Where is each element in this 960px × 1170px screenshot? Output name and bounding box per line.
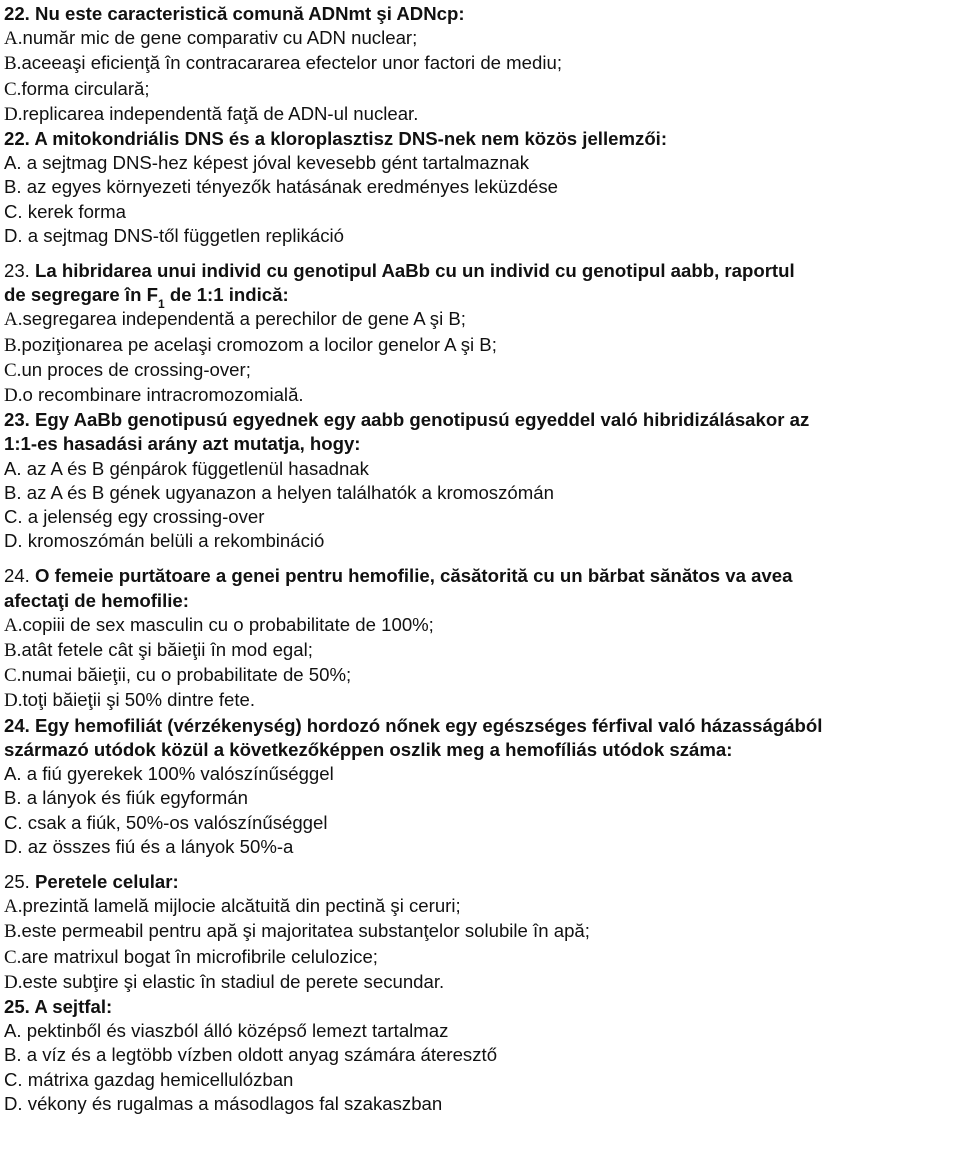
question-text: Egy hemofiliát (vérzékenység) hordozó nőnek egy egészséges férfival való házasságából — [35, 714, 823, 736]
option-a — [4, 894, 956, 919]
option-c — [4, 505, 956, 529]
question-22-hu — [4, 127, 956, 248]
option-text: copiii de sex masculin cu o probabilitate de 100%; — [22, 613, 434, 635]
option-text: a lányok és fiúk egyformán — [26, 787, 248, 809]
option-b — [4, 481, 956, 505]
option-text: numai băieţii, cu o probabilitate de 50%; — [21, 664, 352, 686]
question-24-hu — [4, 714, 956, 859]
option-letter: C. — [4, 811, 23, 833]
option-text: kerek forma — [27, 200, 126, 222]
question-text: Nu este caracteristică comună ADNmt şi ADNcp: — [35, 3, 465, 24]
option-letter: B. — [4, 53, 22, 75]
option-letter: C. — [4, 359, 22, 381]
question-number: 25. — [4, 995, 30, 1017]
question-text: de segregare în F — [4, 284, 158, 306]
option-c — [4, 945, 956, 970]
option-a — [4, 1019, 956, 1043]
option-d — [4, 102, 956, 127]
option-letter: C. — [4, 78, 22, 100]
option-text: az A és B génpárok függetlenül hasadnak — [26, 457, 369, 479]
option-d — [4, 1092, 956, 1116]
option-text: a sejtmag DNS-hez képest jóval kevesebb gént tartalmaznak — [26, 152, 530, 174]
question-text: A sejtfal: — [34, 995, 113, 1017]
question-23-ro — [4, 259, 956, 408]
option-a — [4, 26, 956, 51]
option-letter: C. — [4, 506, 23, 528]
option-letter: D. — [4, 1092, 23, 1114]
option-b — [4, 919, 956, 944]
question-22-hu-title — [4, 127, 956, 151]
question-24-ro — [4, 564, 956, 713]
question-23-hu-title-line2: 1:1-es hasadási arány azt mutatja, hogy: — [4, 433, 361, 455]
option-b — [4, 786, 956, 810]
option-a — [4, 762, 956, 786]
option-text: este permeabil pentru apă şi majoritatea substanţelor solubile în apă; — [21, 920, 590, 942]
option-b — [4, 638, 956, 663]
option-a — [4, 151, 956, 175]
question-number: 24. — [4, 714, 30, 736]
question-23-hu-title-line1 — [4, 408, 956, 432]
option-d — [4, 970, 956, 995]
question-number: 23. — [4, 260, 30, 282]
option-d — [4, 224, 956, 248]
option-letter: A. — [4, 614, 23, 636]
question-23-ro-title-line2 — [4, 283, 956, 311]
question-text: La hibridarea unui individ cu genotipul AaBb cu un individ cu genotipul aabb, raportul — [35, 260, 795, 282]
option-letter: B. — [4, 1044, 22, 1066]
question-25-ro-title — [4, 870, 956, 894]
option-d — [4, 529, 956, 553]
option-letter: C. — [4, 1068, 23, 1090]
question-text: O femeie purtătoare a genei pentru hemofilie, căsătorită cu un bărbat sănătos va avea — [35, 565, 793, 587]
question-24-hu-title-line1 — [4, 714, 956, 738]
question-24-ro-title-line1 — [4, 564, 956, 588]
option-d — [4, 835, 956, 859]
option-letter: D. — [4, 224, 23, 246]
option-text: prezintă lamelă mijlocie alcătuită din pectină şi ceruri; — [22, 895, 461, 917]
question-22-ro — [4, 2, 956, 127]
question-number: 22. — [4, 3, 30, 24]
option-text: pektinből és viaszból álló középső lemezt tartalmaz — [26, 1020, 449, 1042]
option-text: az A és B gének ugyanazon a helyen találhatók a kromoszómán — [26, 481, 554, 503]
spacer — [4, 859, 956, 870]
question-24-hu-title-line2: származó utódok közül a következőképpen oszlik meg a hemofíliás utódok száma: — [4, 738, 733, 760]
option-c — [4, 663, 956, 688]
option-c — [4, 200, 956, 224]
option-letter: A. — [4, 896, 23, 918]
option-text: toţi băieţii şi 50% dintre fete. — [22, 689, 256, 711]
option-b — [4, 333, 956, 358]
option-letter: D. — [4, 385, 23, 407]
option-text: az egyes környezeti tényezők hatásának eredményes leküzdése — [26, 176, 559, 198]
option-letter: A. — [4, 1020, 22, 1042]
question-25-ro — [4, 870, 956, 995]
option-text: segregarea independentă a perechilor de gene A şi B; — [22, 308, 466, 330]
option-b — [4, 175, 956, 199]
option-letter: D. — [4, 530, 23, 552]
option-letter: B. — [4, 334, 22, 356]
question-text: Peretele celular: — [35, 870, 179, 892]
option-text: este subţire şi elastic în stadiul de perete secundar. — [22, 970, 445, 992]
subscript: 1 — [157, 296, 165, 311]
option-c — [4, 77, 956, 102]
question-25-hu-title — [4, 995, 956, 1019]
document-page — [4, 2, 956, 1116]
option-text: o recombinare intracromozomială. — [22, 384, 304, 406]
option-d — [4, 383, 956, 408]
question-number: 22. — [4, 128, 30, 150]
question-number: 23. — [4, 409, 30, 431]
option-text: forma circulară; — [21, 77, 150, 99]
option-text: a fiú gyerekek 100% valószínűséggel — [26, 763, 334, 785]
option-letter: C. — [4, 665, 22, 687]
option-text: atât fetele cât şi băieţii în mod egal; — [21, 639, 313, 661]
option-text: număr mic de gene comparativ cu ADN nuclear; — [22, 27, 418, 49]
option-letter: A. — [4, 309, 23, 331]
option-b — [4, 51, 956, 76]
option-letter: B. — [4, 481, 22, 503]
spacer — [4, 553, 956, 564]
question-text: Egy AaBb genotipusú egyednek egy aabb genotipusú egyeddel való hibridizálásakor az — [35, 409, 810, 431]
question-23-hu — [4, 408, 956, 553]
option-text: kromoszómán belüli a rekombináció — [27, 530, 325, 552]
option-letter: A. — [4, 28, 23, 50]
option-text: a sejtmag DNS-től független replikáció — [27, 224, 345, 246]
option-letter: A. — [4, 763, 22, 785]
question-text: de 1:1 indică: — [164, 284, 289, 306]
question-number: 25. — [4, 870, 30, 892]
question-number: 24. — [4, 565, 30, 587]
option-letter: B. — [4, 787, 22, 809]
option-b — [4, 1043, 956, 1067]
option-text: poziţionarea pe acelaşi cromozom a locilor genelor A şi B; — [21, 333, 497, 355]
option-text: a víz és a legtöbb vízben oldott anyag számára áteresztő — [26, 1044, 498, 1066]
spacer — [4, 248, 956, 259]
option-text: aceeaşi eficienţă în contracararea efectelor unor factori de mediu; — [21, 52, 562, 74]
question-23-ro-title-line1 — [4, 259, 956, 283]
option-text: a jelenség egy crossing-over — [27, 506, 265, 528]
option-a — [4, 307, 956, 332]
option-letter: C. — [4, 946, 22, 968]
option-letter: B. — [4, 640, 22, 662]
option-letter: D. — [4, 971, 23, 993]
option-a — [4, 613, 956, 638]
question-25-hu — [4, 995, 956, 1116]
option-a — [4, 457, 956, 481]
option-letter: A. — [4, 152, 22, 174]
question-24-ro-title-line2: afectaţi de hemofilie: — [4, 589, 189, 611]
option-text: vékony és rugalmas a másodlagos fal szakaszban — [27, 1092, 443, 1114]
option-d — [4, 688, 956, 713]
option-letter: B. — [4, 921, 22, 943]
option-text: az összes fiú és a lányok 50%-a — [27, 835, 294, 857]
option-letter: A. — [4, 457, 22, 479]
option-text: csak a fiúk, 50%-os valószínűséggel — [27, 811, 328, 833]
option-text: replicarea independentă faţă de ADN-ul nuclear. — [22, 102, 419, 124]
option-c — [4, 358, 956, 383]
option-text: mátrixa gazdag hemicellulózban — [27, 1068, 294, 1090]
question-22-ro-title — [4, 2, 956, 26]
option-c — [4, 1068, 956, 1092]
question-text: A mitokondriális DNS és a kloroplasztisz DNS-nek nem közös jellemzői: — [34, 128, 668, 150]
option-letter: D. — [4, 103, 23, 125]
option-letter: C. — [4, 200, 23, 222]
option-c — [4, 811, 956, 835]
option-letter: B. — [4, 176, 22, 198]
option-text: un proces de crossing-over; — [21, 358, 251, 380]
option-letter: D. — [4, 835, 23, 857]
option-letter: D. — [4, 690, 23, 712]
option-text: are matrixul bogat în microfibrile celulozice; — [21, 945, 378, 967]
